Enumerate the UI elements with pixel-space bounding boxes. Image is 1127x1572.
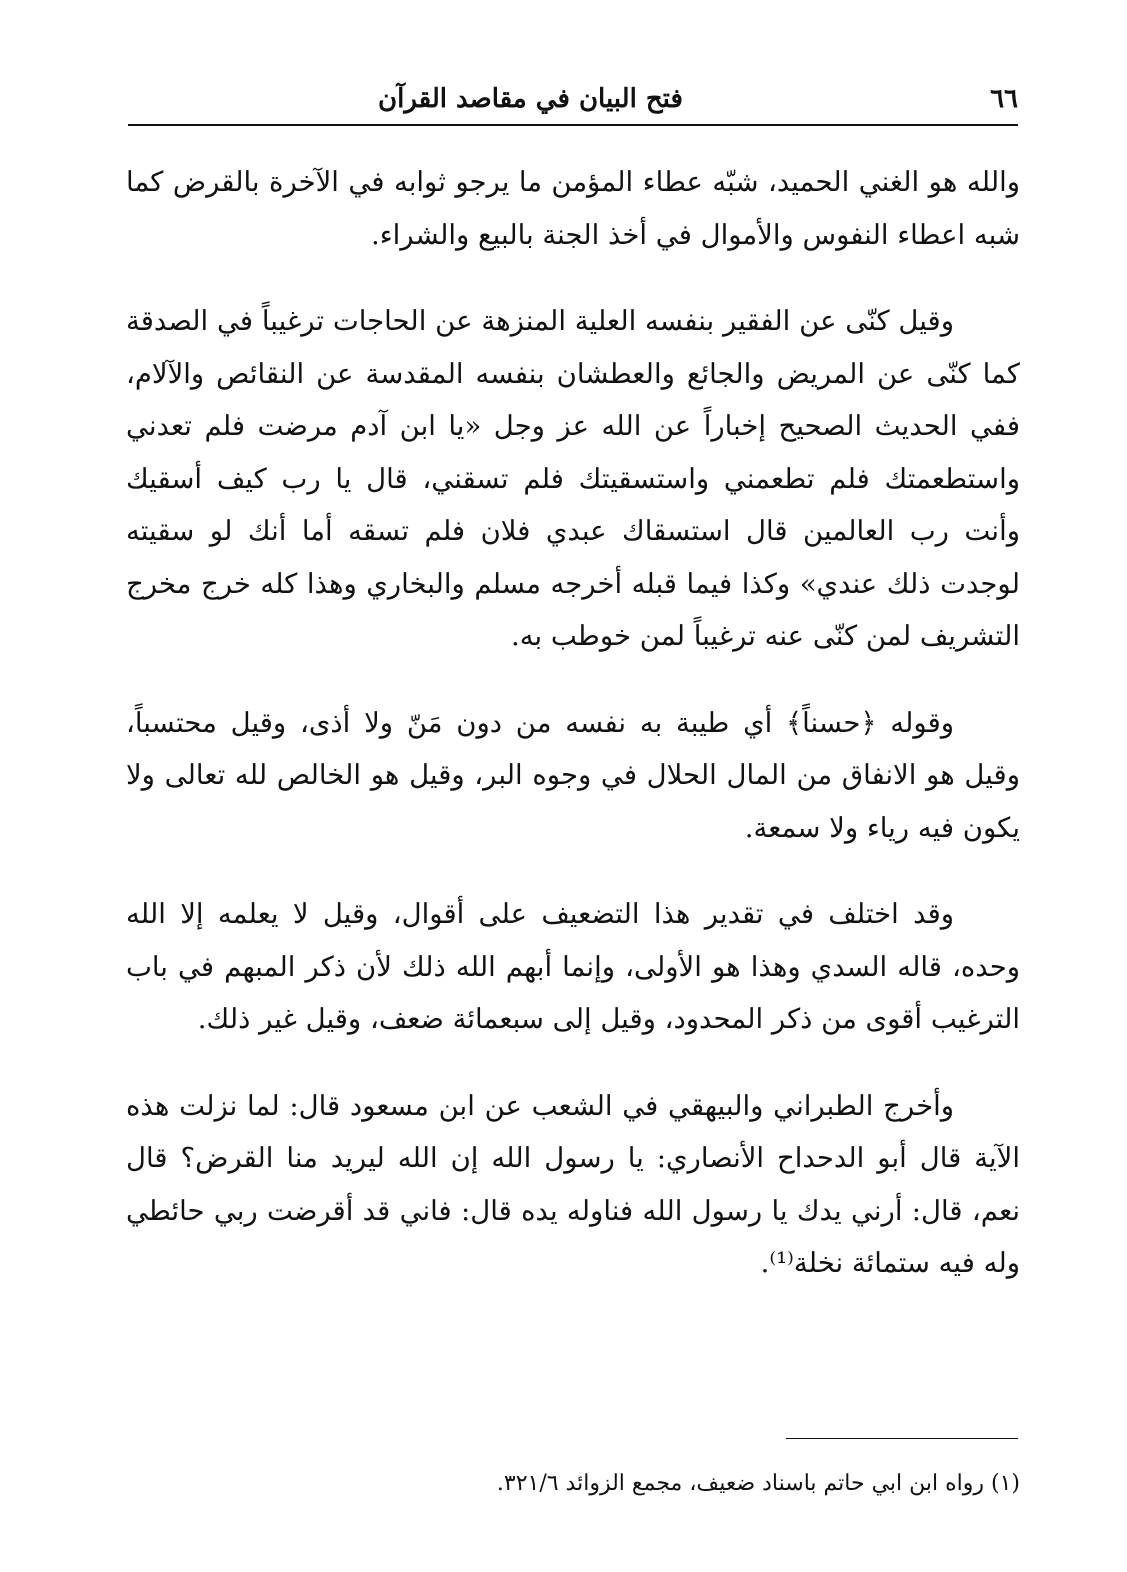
page-number: ٦٦ <box>990 84 1018 114</box>
paragraph-4: وقد اختلف في تقدير هذا التضعيف على أقوال، وقيل لا يعلمه إلا الله وحده، قاله السدي وهذا هو الأولى، وإنما أبهم الله ذلك لأن ذكر المبهم في باب الترغيب أقوى من ذكر المحدود، وقيل إلى سبعمائة ضعف، وقيل غير ذلك. <box>126 898 1020 1035</box>
paragraph-2: وقيل كنّى عن الفقير بنفسه العلية المنزهة عن الحاجات ترغيباً في الصدقة كما كنّى عن المريض والجائع والعطشان بنفسه المقدسة عن النقائص والآلام، ففي الحديث الصحيح إخباراً عن الله عز وجل «يا ابن آدم مرضت فلم تعدني واستطعمتك فلم تطعمني واستسقيتك فلم تسقني، قال يا رب كيف أسقيك وأنت رب العالمين قال استسقاك عبدي فلان فلم تسقه أما أنك لو سقيته لوجدت ذلك عندي» وكذا فيما قبله أخرجه مسلم والبخاري وهذا كله خرج مخرج التشريف لمن كنّى عنه ترغيباً لمن خوطب به. <box>126 305 1020 652</box>
main-text <box>126 156 1020 1324</box>
footnote: (١) رواه ابن ابي حاتم باسناد ضعيف، مجمع الزوائد ٣٢١/٦. <box>496 1471 1020 1496</box>
paragraph-1: والله هو الغني الحميد، شبّه عطاء المؤمن ما يرجو ثوابه في الآخرة بالقرض كما شبه اعطاء النفوس والأموال في أخذ الجنة بالبيع والشراء. <box>126 166 1020 251</box>
paragraph-3: وقوله ﴿حسناً﴾ أي طيبة به نفسه من دون مَنّ ولا أذى، وقيل محتسباً، وقيل هو الانفاق من المال الحلال في وجوه البر، وقيل هو الخالص لله تعالى ولا يكون فيه رياء ولا سمعة. <box>126 706 1020 844</box>
header-rule <box>128 124 1018 126</box>
footnote-rule <box>786 1438 1018 1439</box>
page-header <box>128 82 1018 122</box>
running-title: فتح البيان في مقاصد القرآن <box>378 84 683 114</box>
paragraph-5: وأخرج الطبراني والبيهقي في الشعب عن ابن مسعود قال: لما نزلت هذه الآية قال أبو الدحداح الأنصاري: يا رسول الله إن الله ليريد منا القرض؟ قال نعم، قال: أرني يدك يا رسول الله فناوله يده قال: فاني قد أقرضت ربي حائطي وله فيه ستمائة نخلة⁽¹⁾. <box>126 1089 1020 1279</box>
